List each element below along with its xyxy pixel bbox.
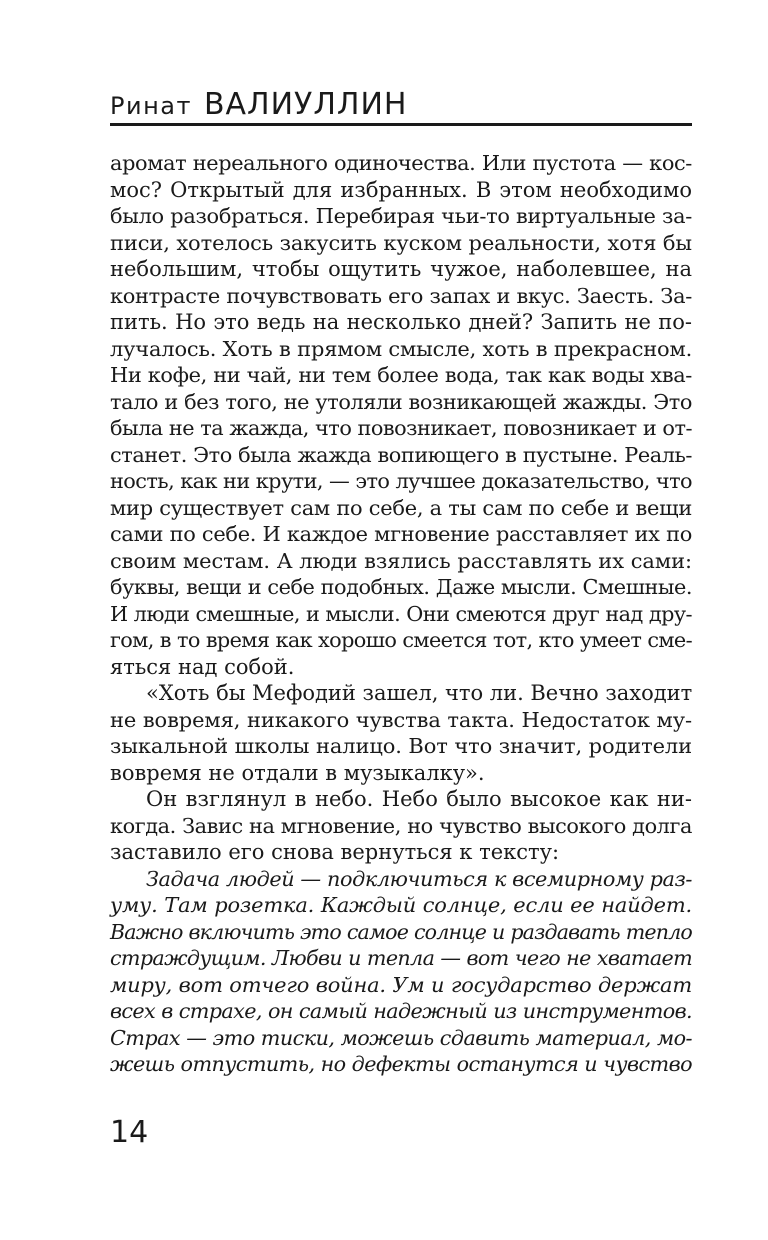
text-line: ность, как ни крути, — это лучшее доказательство, что: [110, 469, 692, 493]
text-line: Задача людей — подключиться к всемирному раз-: [146, 866, 692, 891]
text-line: станет. Это была жажда вопиющего в пустыне. Реаль-: [110, 442, 692, 467]
text-line: когда. Завис на мгновение, но чувство высокого долга: [110, 813, 692, 838]
text-line: зыкальной школы налицо. Вот что значит, родители: [110, 734, 692, 758]
text-line: лучалось. Хоть в прямом смысле, хоть в прекрасном.: [110, 336, 693, 361]
text-line: контрасте почувствовать его запах и вкус. Заесть. За-: [110, 283, 692, 308]
author-name: [110, 87, 408, 122]
running-header: [110, 78, 692, 126]
text-line: было разобраться. Перебирая чьи-то виртуальные за-: [110, 204, 692, 228]
text-line: аромат нереального одиночества. Или пустота — кос-: [110, 151, 692, 175]
header-rule: [110, 123, 692, 126]
text-line: И люди смешные, и мысли. Они смеются друг над дру-: [110, 601, 692, 626]
text-line: Он взглянул в небо. Небо было высокое как ни-: [146, 787, 692, 811]
text-line: гом, в то время как хорошо смеется тот, кто умеет сме-: [110, 628, 692, 652]
text-line: не вовремя, никакого чувства такта. Недостаток му-: [110, 707, 692, 732]
text-line: небольшим, чтобы ощутить чужое, наболевшее, на: [110, 257, 692, 281]
text-line: всех в страхе, он самый надежный из инструментов.: [110, 999, 692, 1023]
page-number: 14: [110, 1115, 149, 1150]
text-line: мос? Открытый для избранных. В этом необходимо: [110, 177, 692, 202]
text-line: яться над собой.: [110, 654, 295, 679]
text-line: пить. Но это ведь на несколько дней? Запить не по-: [110, 310, 692, 334]
text-line: буквы, вещи и себе подобных. Даже мысли. Смешные.: [110, 575, 692, 599]
body-text: [110, 150, 692, 1078]
text-line: уму. Там розетка. Каждый солнце, если ее найдет.: [110, 893, 692, 917]
text-line: миру, вот отчего война. Ум и государство держат: [110, 972, 692, 997]
text-line: сами по себе. И каждое мгновение расставляет их по: [110, 522, 692, 546]
text-line: Важно включить это самое солнце и раздавать тепло: [110, 919, 692, 944]
text-line: заставило его снова вернуться к тексту:: [110, 840, 560, 864]
author-last-name: ВАЛИУЛЛИН: [203, 87, 408, 122]
text-line: жешь отпустить, но дефекты останутся и чувство: [110, 1052, 692, 1076]
text-line: мир существует сам по себе, а ты сам по себе и вещи: [110, 495, 692, 520]
author-first-name: Ринат: [110, 92, 192, 120]
text-line: писи, хотелось закусить куском реальности, хотя бы: [110, 230, 692, 255]
text-line: была не та жажда, что повозникает, повозникает и от-: [110, 416, 692, 440]
text-line: вовремя не отдали в музыкалку».: [110, 760, 485, 785]
text-line: страждущим. Любви и тепла — вот чего не хватает: [110, 946, 692, 970]
text-line: «Хоть бы Мефодий зашел, что ли. Вечно заходит: [146, 681, 693, 705]
text-line: своим местам. А люди взялись расставлять их сами:: [110, 548, 692, 573]
text-line: Страх — это тиски, можешь сдавить материал, мо-: [110, 1025, 692, 1050]
text-line: Ни кофе, ни чай, ни тем более вода, так как воды хва-: [110, 363, 692, 387]
text-line: тало и без того, не утоляли возникающей жажды. Это: [110, 389, 692, 414]
